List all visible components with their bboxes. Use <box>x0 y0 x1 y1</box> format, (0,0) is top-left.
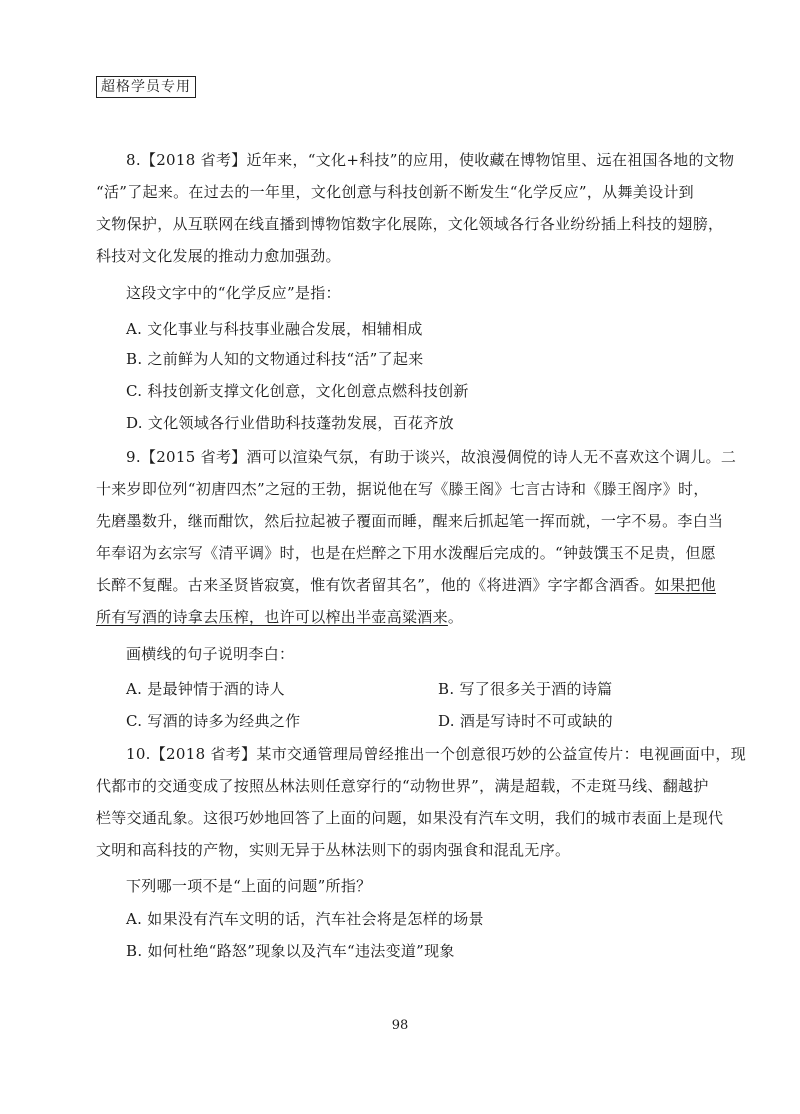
underlined-sentence-end: 所有写酒的诗拿去压榨，也许可以榨出半壶高粱酒来 <box>96 608 448 626</box>
q10-line-2: 代都市的交通变成了按照丛林法则任意穿行的“动物世界”，满是超载，不走斑马线、翻越护 <box>96 777 709 795</box>
q9-option-d: D. 酒是写诗时不可或缺的 <box>438 712 613 730</box>
q9-line-3: 先磨墨数升，继而酣饮，然后拉起被子覆面而睡，醒来后抓起笔一挥而就，一字不易。李白当 <box>96 512 724 530</box>
q8-line-3: 文物保护，从互联网在线直播到博物馆数字化展陈，文化领域各行各业纷纷插上科技的翅膀， <box>96 215 724 233</box>
q8-line-1: 8.【2018 省考】近年来，“文化+科技”的应用，使收藏在博物馆里、远在祖国各地的文物 <box>126 151 735 169</box>
q9-line-4: 年奉诏为玄宗写《清平调》时，也是在烂醉之下用水泼醒后完成的。“钟鼓馔玉不足贵，但愿 <box>96 544 716 562</box>
q10-option-a: A. 如果没有汽车文明的话，汽车社会将是怎样的场景 <box>126 910 484 928</box>
q9-prompt: 画横线的句子说明李白： <box>126 645 295 663</box>
q10-option-b: B. 如何杜绝“路怒”现象以及汽车“违法变道”现象 <box>126 942 455 960</box>
q9-line-6 <box>96 607 463 627</box>
q9-option-c: C. 写酒的诗多为经典之作 <box>126 712 301 730</box>
q9-line-6-plain: 。 <box>447 608 464 626</box>
q9-line-2: 十来岁即位列“初唐四杰”之冠的王勃，据说他在写《滕王阁》七言古诗和《滕王阁序》时， <box>96 480 709 498</box>
q10-line-1: 10.【2018 省考】某市交通管理局曾经推出一个创意很巧妙的公益宣传片：电视画面中，现 <box>126 745 747 763</box>
q8-option-c: C. 科技创新支撑文化创意，文化创意点燃科技创新 <box>126 382 469 400</box>
q9-option-b: B. 写了很多关于酒的诗篇 <box>438 680 613 698</box>
q8-line-2: “活”了起来。在过去的一年里，文化创意与科技创新不断发生“化学反应”，从舞美设计到 <box>96 183 694 201</box>
q8-option-b: B. 之前鲜为人知的文物通过科技“活”了起来 <box>126 350 424 368</box>
q9-line-5 <box>96 575 716 595</box>
q8-option-a: A. 文化事业与科技事业融合发展，相辅相成 <box>126 320 423 338</box>
q8-option-d: D. 文化领域各行业借助科技蓬勃发展，百花齐放 <box>126 414 454 432</box>
q10-line-3: 栏等交通乱象。这很巧妙地回答了上面的问题，如果没有汽车文明，我们的城市表面上是现代 <box>96 809 724 827</box>
q8-prompt: 这段文字中的“化学反应”是指： <box>126 284 341 302</box>
page-number: 98 <box>391 1018 409 1033</box>
q9-option-a: A. 是最钟情于酒的诗人 <box>126 680 285 698</box>
q9-line-1: 9.【2015 省考】酒可以渲染气氛，有助于谈兴，故浪漫倜傥的诗人无不喜欢这个调儿。二 <box>126 448 737 466</box>
exclusive-stamp: 超格学员专用 <box>96 76 196 98</box>
q10-prompt: 下列哪一项不是“上面的问题”所指？ <box>126 877 372 895</box>
q10-line-4: 文明和高科技的产物，实则无异于丛林法则下的弱肉强食和混乱无序。 <box>96 841 571 859</box>
underlined-sentence-start: 如果把他 <box>654 576 716 594</box>
q8-line-4: 科技对文化发展的推动力愈加强劲。 <box>96 247 341 265</box>
q9-line-5-plain: 长醉不复醒。古来圣贤皆寂寞，惟有饮者留其名”，他的《将进酒》字字都含酒香。 <box>96 576 655 594</box>
